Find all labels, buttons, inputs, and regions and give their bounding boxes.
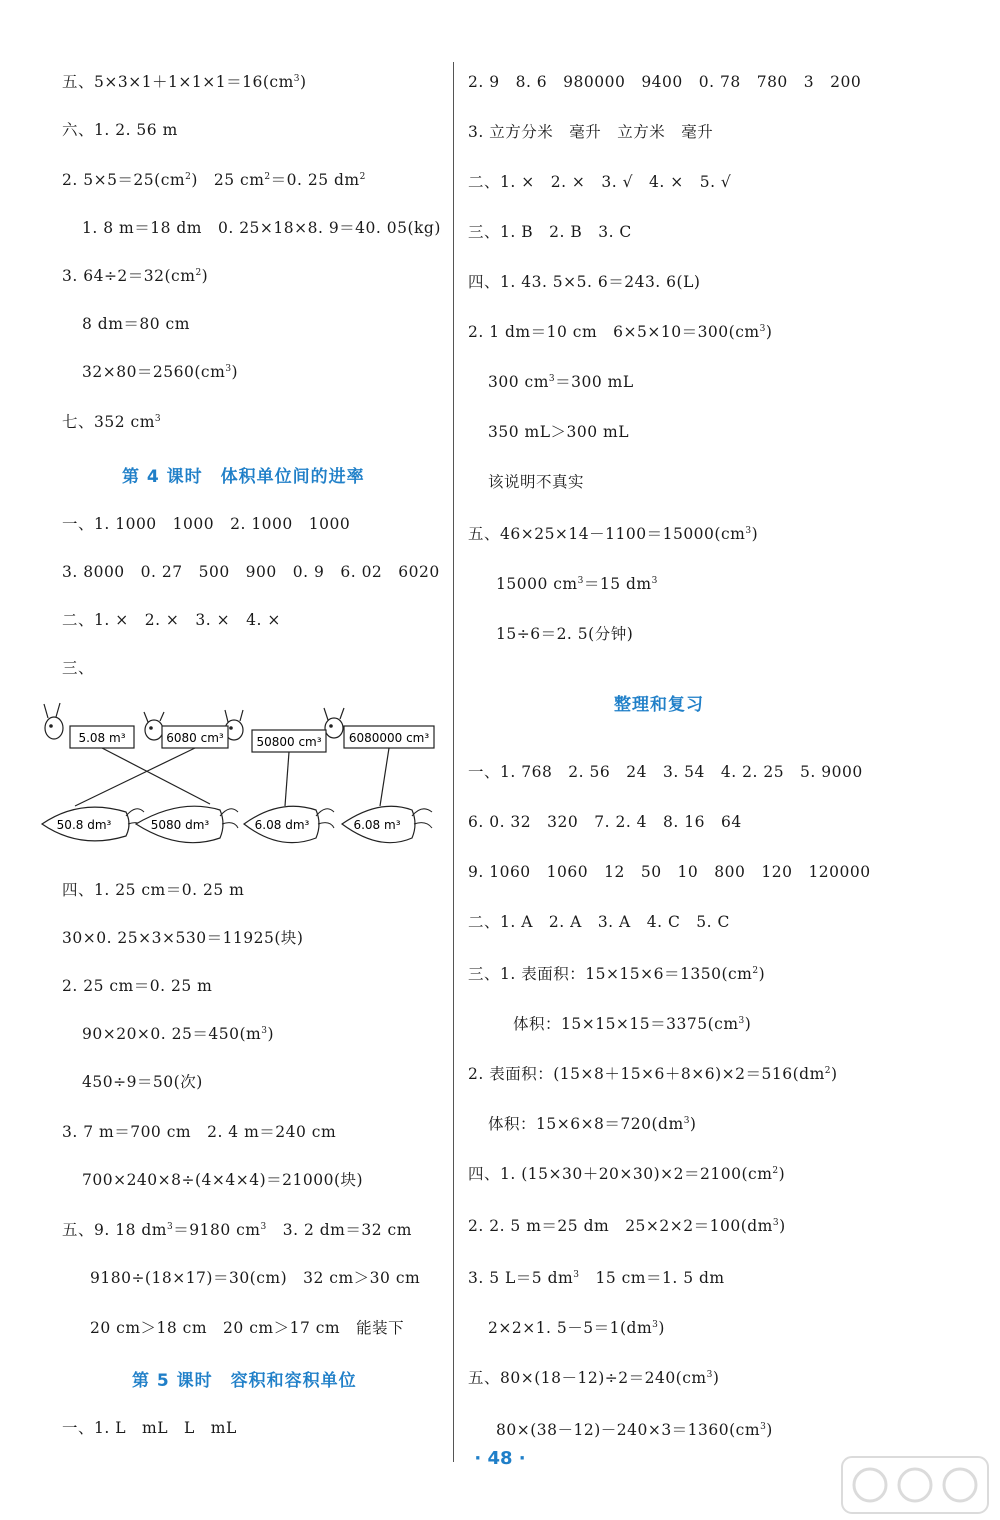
answer-line-r14: 6. 0. 32 320 7. 2. 4 8. 16 64 [468,813,742,831]
section-heading-h1: 第 4 课时 体积单位间的进率 [122,467,365,487]
answer-line-r19: 2. 表面积：$(15\times 8+15\times 6+8\times 6)\times 2=516(dm^2)$ [468,1065,838,1083]
answer-line-l3: 2. $5\times 5=25(cm^2)$ 25 $cm^2=0$. 25 $dm^2$ [62,171,366,189]
animal-icon-1 [44,703,63,739]
top-box-1 [70,726,134,748]
answer-line-r6: 2. 1 dm＝10 cm $6\times 5\times 10=300(cm^3)$ [468,323,773,341]
answer-line-r9: 该说明不真实 [488,473,585,491]
page-number: · 48 · [474,1448,526,1469]
answer-line-r17: 三、1. 表面积：$15\times 15\times 6=1350(cm^2)$ [468,965,766,983]
answer-line-r23: 3. 5 L＝5 $dm^3$ 15 cm＝1. 5 dm [468,1269,725,1287]
bottom-leaf-4 [342,806,432,842]
answer-line-r25: 五、$80\times(18-12)\div 2=240(cm^3)$ [468,1369,720,1387]
answer-line-r18: 体积：$15\times 15\times 15=3375(cm^3)$ [513,1015,752,1033]
answer-line-l6: 8 dm＝80 cm [82,315,190,333]
answer-line-l2: 六、1. 2. 56 m [62,121,178,139]
top-box-3 [252,730,326,752]
svg-text:5.08 m³: 5.08 m³ [78,731,126,745]
svg-text:6.08 dm³: 6.08 dm³ [254,818,310,832]
answer-line-r20: 体积：$15\times 6\times 8=720(dm^3)$ [488,1115,697,1133]
answer-line-l21: 9180÷(18×17)＝30(cm) 32 cm＞30 cm [90,1269,421,1287]
svg-text:50800 cm³: 50800 cm³ [256,735,322,749]
animal-icon-2 [144,712,164,740]
answer-line-l15: 2. 25 cm＝0. 25 m [62,977,213,995]
answer-line-r24: 2×2×1. $5-5=1(dm^3)$ [488,1319,665,1337]
top-box-4 [344,726,434,748]
bottom-leaf-2 [136,806,238,842]
svg-text:50.8 dm³: 50.8 dm³ [56,818,112,832]
bottom-leaf-1 [42,807,144,841]
watermark-logo [840,1455,990,1515]
section-heading-h2: 第 5 课时 容积和容积单位 [132,1371,357,1391]
answer-line-l13: 四、1. 25 cm＝0. 25 m [62,881,245,899]
match-lines [75,748,389,806]
answer-line-l14: 30×0. 25×3×530＝11925(块) [62,929,304,947]
answer-line-l20: 五、9. 18 $dm^3=9180$ $cm^3$ 3. 2 dm＝32 cm [62,1221,412,1239]
answer-line-r16: 二、1. A 2. A 3. A 4. C 5. C [468,913,730,931]
top-box-2 [162,726,228,748]
section-heading-h3: 整理和复习 [614,695,704,715]
answer-line-l5: 3. $64\div 2=32(cm^2)$ [62,267,209,285]
answer-line-l4: 1. 8 m＝18 dm 0. 25×18×8. 9＝40. 05(kg) [82,219,441,237]
answer-line-l9: 一、1. 1000 1000 2. 1000 1000 [62,515,351,533]
answer-line-l16: 90×20×0. $25=450(m^3)$ [82,1025,274,1043]
answer-line-r22: 2. 2. 5 m＝25 dm $25\times 2\times 2=100(dm^3)$ [468,1217,786,1235]
bottom-leaf-3 [244,806,334,842]
answer-line-l7: $32\times 80=2560(cm^3)$ [82,363,239,381]
answer-line-r8: 350 mL＞300 mL [488,423,630,441]
answer-line-r21: 四、1. $(15\times 30+20\times 30)\times 2=2100(cm^2)$ [468,1165,786,1183]
answer-line-r13: 一、1. 768 2. 56 24 3. 54 4. 2. 25 5. 9000 [468,763,863,781]
svg-text:5080 dm³: 5080 dm³ [150,818,210,832]
answer-line-l17: 450÷9＝50(次) [82,1073,203,1091]
answer-line-r11: 15000 $cm^3=15$ $dm^3$ [496,575,658,593]
animal-icon-4 [324,708,344,738]
answer-line-l1: 五、$5\times 3\times 1+1\times 1\times 1=16(cm^3)$ [62,73,307,91]
answer-line-r7: 300 $cm^3=300$ mL [488,373,634,391]
answer-line-r10: 五、$46\times 25\times 14-1100=15000(cm^3)$ [468,525,759,543]
answer-line-r4: 三、1. B 2. B 3. C [468,223,632,241]
column-divider [453,62,454,1462]
svg-text:6.08 m³: 6.08 m³ [353,818,401,832]
answer-line-l23: 一、1. L mL L mL [62,1419,237,1437]
answer-line-l12: 三、 [62,659,95,677]
answer-line-r12: 15÷6＝2. 5(分钟) [496,625,634,643]
answer-line-r1: 2. 9 8. 6 980000 9400 0. 78 780 3 200 [468,73,862,91]
answer-line-r3: 二、1. × 2. × 3. √ 4. × 5. √ [468,173,732,191]
svg-text:6080 cm³: 6080 cm³ [166,731,224,745]
answer-line-l22: 20 cm＞18 cm 20 cm＞17 cm 能装下 [90,1319,405,1337]
svg-text:6080000 cm³: 6080000 cm³ [348,731,430,745]
answer-line-r2: 3. 立方分米 毫升 立方米 毫升 [468,123,714,141]
answer-line-l8: 七、352 $cm^3$ [62,413,162,431]
answer-line-r5: 四、1. 43. 5×5. 6＝243. 6(L) [468,273,701,291]
answer-line-l10: 3. 8000 0. 27 500 900 0. 9 6. 02 6020 [62,563,440,581]
answer-line-l18: 3. 7 m＝700 cm 2. 4 m＝240 cm [62,1123,337,1141]
answer-line-r15: 9. 1060 1060 12 50 10 800 120 120000 [468,863,871,881]
matching-figure [40,700,440,860]
answer-line-l19: 700×240×8÷(4×4×4)＝21000(块) [82,1171,364,1189]
answer-line-r26: $80\times(38-12)-240\times 3=1360(cm^3)$ [496,1421,773,1439]
answer-line-l11: 二、1. × 2. × 3. × 4. × [62,611,281,629]
